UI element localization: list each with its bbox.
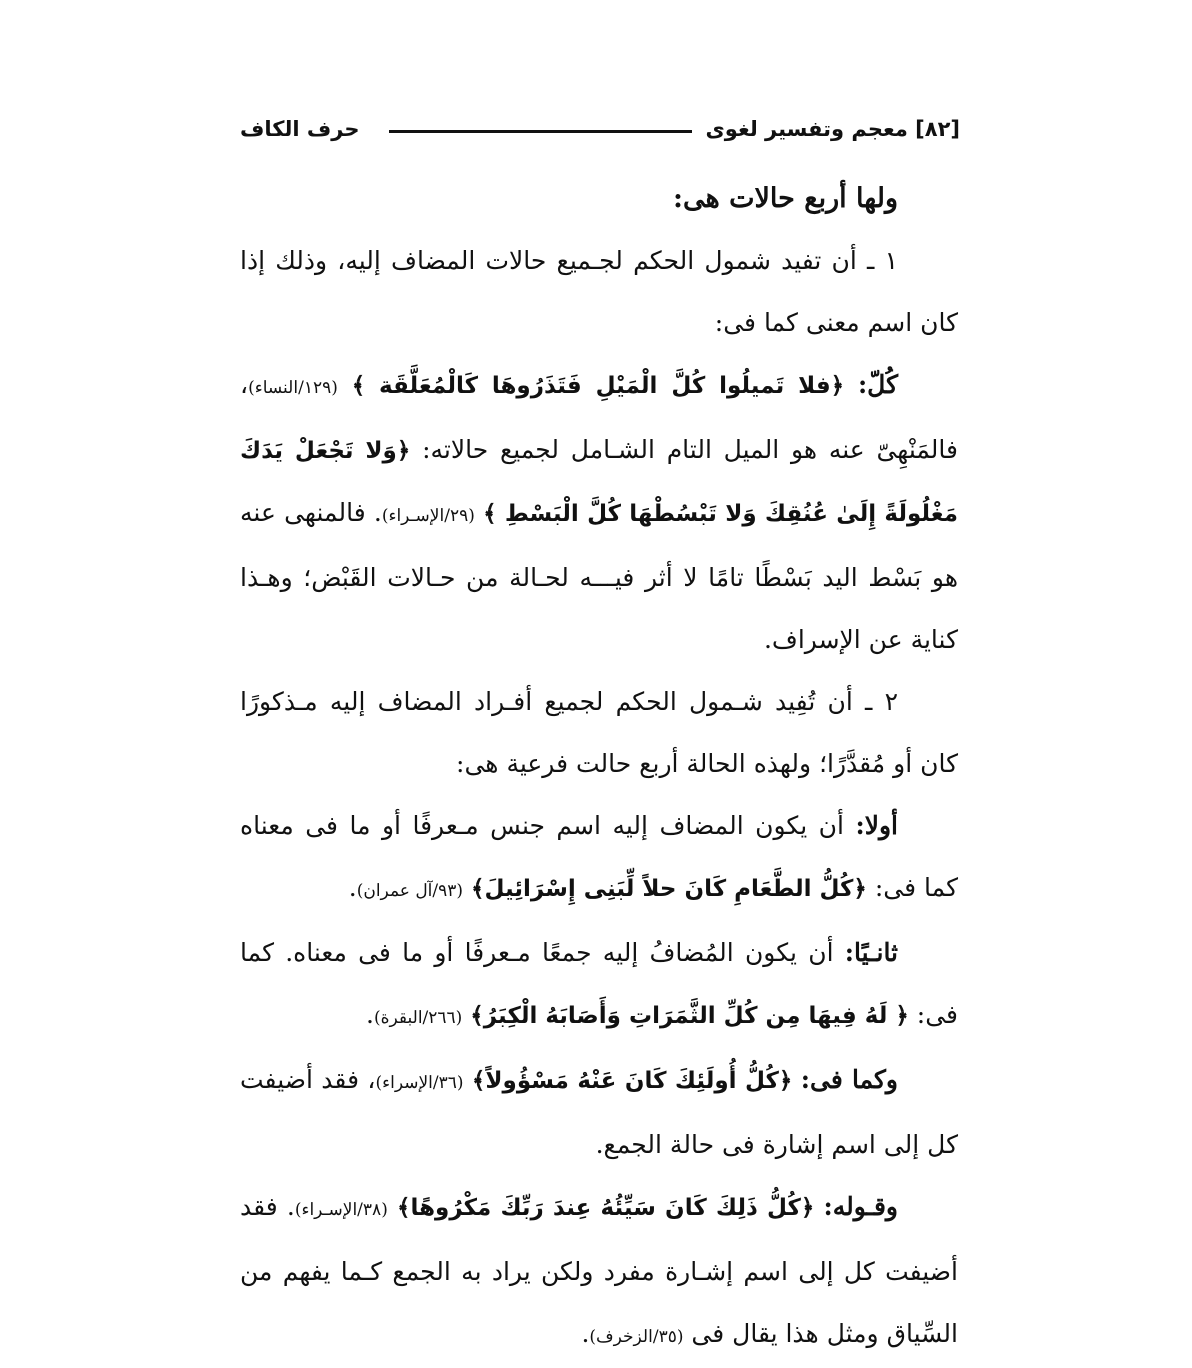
chapter-title: حرف الكاف	[240, 117, 360, 141]
verse-reference: (٣٥/الزخرف)	[589, 1327, 684, 1347]
case-label: ثانـيًا:	[844, 938, 899, 967]
paragraph-text: .	[366, 1000, 374, 1029]
paragraph-text: أن يكون المضاف إليه اسم جنس مـعرفًا أو ما فى معناه كما فى:	[240, 811, 958, 902]
paragraph-text: ، فالمَنْهِىّ عنه هو الميل التام الشـامل لجميع حالاته:	[240, 370, 958, 464]
running-header	[240, 112, 960, 146]
verse-reference: (٣٦/الإسراء)	[375, 1073, 464, 1093]
paragraph-2	[240, 354, 958, 671]
verse-reference: (٣٨/الإسـراء)	[294, 1200, 388, 1220]
paragraph-5	[240, 922, 958, 1049]
quran-quote: ﴿كُلُّ الطَّعَامِ كَانَ حلاً لِّبَنِى إِسْرَائِيلَ﴾	[470, 876, 867, 902]
paragraph-1-text: ١ ـ أن تفيد شمول الحكم لجـميع حالات المضاف إليه، وذلك إذا كان اسم معنى كما فى:	[240, 246, 958, 337]
paragraph-1	[240, 230, 958, 354]
paragraph-4	[240, 795, 958, 922]
term-label: كُلّ:	[857, 370, 899, 399]
case-label: وكما فى:	[800, 1065, 899, 1094]
case-label: أولا:	[855, 811, 898, 840]
page-title: [٨٢] معجم وتفسير لغوى	[705, 117, 960, 141]
paragraph-6	[240, 1049, 958, 1176]
header-rule	[389, 130, 691, 133]
verse-reference: (١٢٩/النساء)	[248, 378, 338, 398]
paragraph-text: . فالمنهى عنه هو بَسْط اليد بَسْطًا تامًا لا أثر فيـــه لحـالة من حـالات القَبْض؛ وهـذا كناية عن الإسراف.	[240, 498, 958, 654]
paragraph-3-text: ٢ ـ أن تُفِيد شـمول الحكم لجميع أفـراد المضاف إليه مـذكورًا كان أو مُقدَّرًا؛ ولهذه الحالة أربع حالت فرعية هى:	[240, 687, 958, 778]
paragraph-7	[240, 1176, 958, 1368]
section-heading: ولها أربع حالات هى:	[672, 183, 898, 214]
quran-quote: ﴿فلا تَميلُوا كُلَّ الْمَيْلِ فَتَذَرُوهَا كَالْمُعَلَّقَة ﴾	[351, 373, 845, 399]
quran-quote: ﴿ لَهُ فِيهَا مِن كُلِّ الثَّمَرَاتِ وَأَصَابَهُ الْكِبَرُ﴾	[470, 1003, 909, 1029]
quran-quote: ﴿كُلُّ ذَلِكَ كَانَ سَيِّئُهُ عِندَ رَبِّكَ مَكْرُوهًا﴾	[396, 1195, 815, 1221]
paragraph-text: ، فقد أضيفت كل إلى اسم إشارة فى حالة الجمع.	[240, 1065, 958, 1159]
verse-reference: (٩٣/آل عمران)	[356, 881, 464, 901]
paragraph-3	[240, 671, 958, 795]
quran-quote: ﴿وَلا تَجْعَلْ يَدَكَ مَغْلُولَةً إِلَىٰ عُنُقِكَ وَلا تَبْسُطْهَا كُلَّ الْبَسْطِ ﴾	[240, 438, 958, 527]
page-body	[240, 168, 958, 1368]
verse-reference: (٢٩/الإسـراء)	[381, 506, 475, 526]
paragraph-text: . فقد أضيفت كل إلى اسم إشـارة مفرد ولكن يراد به الجمع كـما يفهم من السِّياق ومثل هذا يقال فى	[240, 1192, 958, 1348]
paragraph-text: أن يكون المُضافُ إليه جمعًا مـعرفًا أو ما فى معناه. كما فى:	[240, 938, 958, 1029]
paragraph-text: .	[581, 1319, 590, 1348]
verse-reference: (٢٦٦/البقرة)	[373, 1008, 463, 1028]
quran-quote: ﴿كُلُّ أُولَئِكَ كَانَ عَنْهُ مَسْؤُولاً﴾	[471, 1068, 793, 1094]
paragraph-text: .	[348, 873, 357, 902]
case-label: وقـوله:	[823, 1192, 898, 1221]
